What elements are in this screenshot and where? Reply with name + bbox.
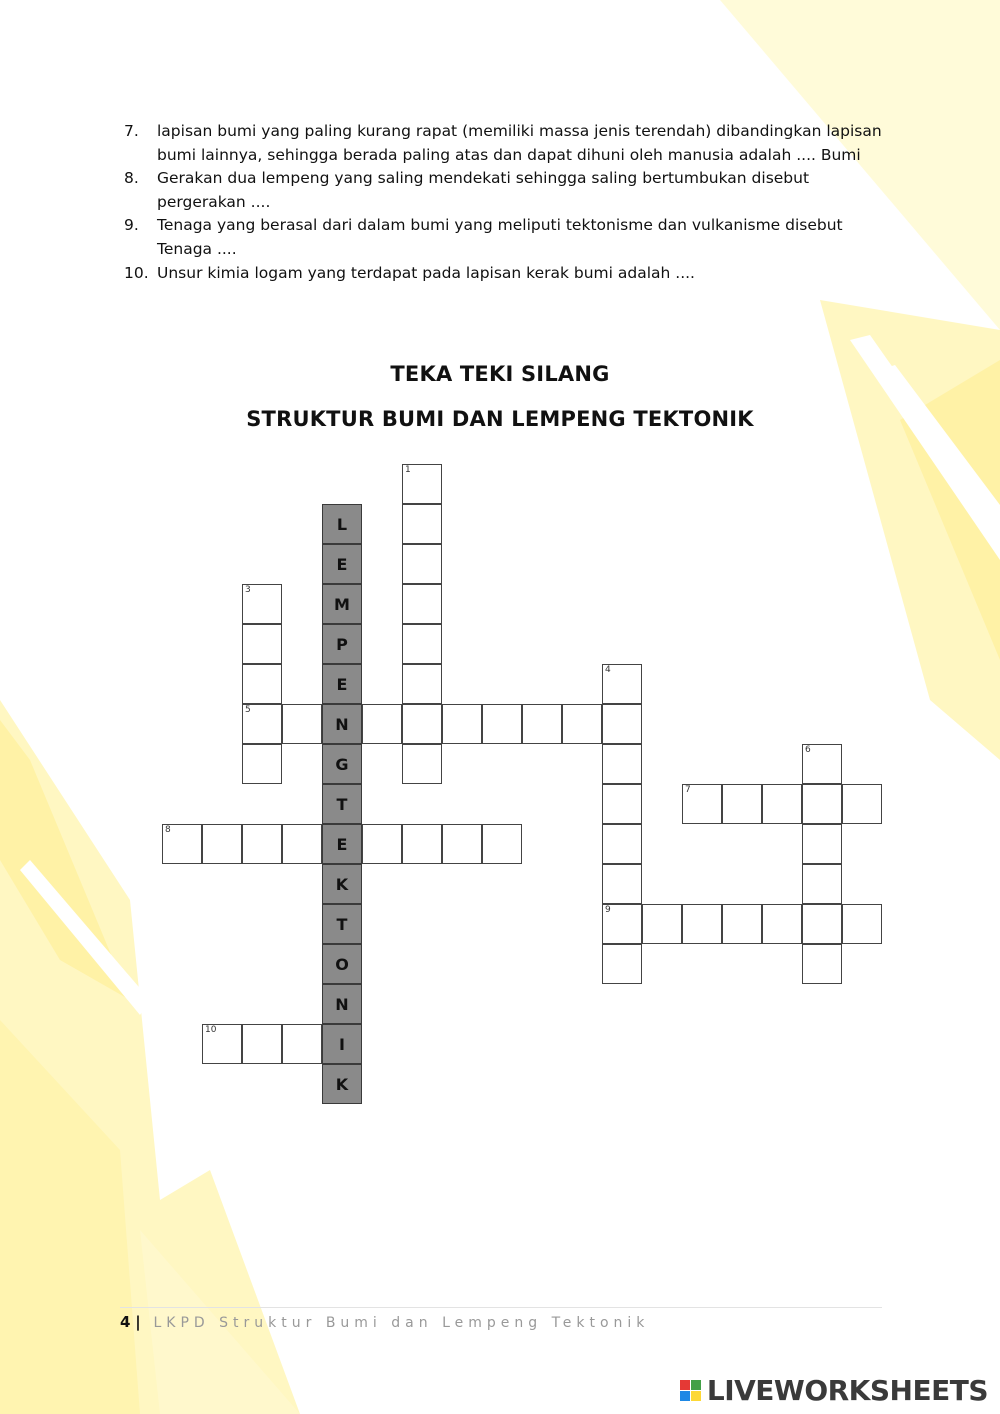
footer-separator: | bbox=[135, 1313, 141, 1331]
crossword-cell[interactable] bbox=[402, 704, 442, 744]
clue-number-label: 8 bbox=[165, 825, 171, 835]
crossword-cell[interactable] bbox=[282, 704, 322, 744]
key-letter: E bbox=[336, 834, 348, 854]
crossword-cell[interactable] bbox=[722, 784, 762, 824]
key-letter: O bbox=[335, 954, 349, 974]
crossword-cell[interactable] bbox=[402, 504, 442, 544]
clue-number: 8. bbox=[124, 169, 139, 188]
crossword-cell[interactable] bbox=[842, 784, 882, 824]
crossword-cell[interactable] bbox=[242, 744, 282, 784]
key-cell bbox=[322, 1024, 362, 1064]
key-cell bbox=[322, 984, 362, 1024]
key-letter: E bbox=[336, 554, 348, 574]
crossword-cell[interactable] bbox=[522, 704, 562, 744]
key-cell bbox=[322, 904, 362, 944]
clue-number-label: 1 bbox=[405, 465, 411, 475]
key-letter: E bbox=[336, 674, 348, 694]
crossword-cell[interactable] bbox=[242, 624, 282, 664]
crossword-cell[interactable] bbox=[762, 784, 802, 824]
key-cell bbox=[322, 784, 362, 824]
crossword-cell[interactable] bbox=[602, 744, 642, 784]
crossword-cell[interactable] bbox=[482, 824, 522, 864]
crossword-cell[interactable] bbox=[362, 704, 402, 744]
crossword-cell[interactable] bbox=[242, 824, 282, 864]
crossword-cell[interactable] bbox=[602, 704, 642, 744]
crossword-cell[interactable] bbox=[562, 704, 602, 744]
clue-number: 9. bbox=[124, 216, 139, 235]
crossword-cell[interactable] bbox=[442, 824, 482, 864]
key-cell bbox=[322, 704, 362, 744]
key-cell bbox=[322, 944, 362, 984]
page-number: 4 bbox=[120, 1313, 131, 1331]
crossword-cell[interactable] bbox=[402, 544, 442, 584]
crossword-cell[interactable] bbox=[802, 904, 842, 944]
key-letter: T bbox=[336, 794, 348, 814]
crossword-cell[interactable] bbox=[202, 824, 242, 864]
crossword-cell[interactable] bbox=[802, 784, 842, 824]
crossword-cell[interactable] bbox=[402, 824, 442, 864]
key-cell bbox=[322, 664, 362, 704]
crossword-cell[interactable] bbox=[642, 904, 682, 944]
key-cell bbox=[322, 624, 362, 664]
clue-number-label: 3 bbox=[245, 585, 251, 595]
key-letter: N bbox=[335, 994, 349, 1014]
crossword-cell[interactable] bbox=[242, 664, 282, 704]
crossword-cell[interactable] bbox=[402, 624, 442, 664]
key-letter: P bbox=[336, 634, 348, 654]
crossword-cell[interactable] bbox=[802, 824, 842, 864]
clue-number-label: 6 bbox=[805, 745, 811, 755]
crossword-cell[interactable] bbox=[602, 664, 642, 704]
key-letter: K bbox=[335, 1074, 349, 1094]
crossword-cell[interactable] bbox=[162, 824, 202, 864]
key-letter: L bbox=[336, 514, 348, 534]
crossword-cell[interactable] bbox=[402, 664, 442, 704]
crossword-cell[interactable] bbox=[482, 704, 522, 744]
crossword-cell[interactable] bbox=[602, 944, 642, 984]
clue-number-label: 9 bbox=[605, 905, 611, 915]
clue-number-label: 7 bbox=[685, 785, 691, 795]
key-letter: T bbox=[336, 914, 348, 934]
clue-number-label: 4 bbox=[605, 665, 611, 675]
crossword-cell[interactable] bbox=[602, 824, 642, 864]
clue-number-label: 5 bbox=[245, 705, 251, 715]
crossword-cell[interactable] bbox=[602, 904, 642, 944]
crossword-cell[interactable] bbox=[802, 944, 842, 984]
key-cell bbox=[322, 544, 362, 584]
crossword-cell[interactable] bbox=[682, 904, 722, 944]
key-cell bbox=[322, 504, 362, 544]
crossword-cell[interactable] bbox=[282, 1024, 322, 1064]
brand-watermark bbox=[680, 1373, 988, 1407]
crossword-cell[interactable] bbox=[282, 824, 322, 864]
clue-text: Gerakan dua lempeng yang saling mendekati sehingga saling bertumbukan disebut pergerakan .... bbox=[157, 169, 810, 211]
key-letter: N bbox=[335, 714, 349, 734]
clue-number: 7. bbox=[124, 122, 139, 140]
clue-number: 10. bbox=[124, 263, 149, 282]
key-cell bbox=[322, 584, 362, 624]
crossword-cell[interactable] bbox=[682, 784, 722, 824]
clue-text: Tenaga yang berasal dari dalam bumi yang meliputi tektonisme dan vulkanisme disebut Tenaga .... bbox=[157, 216, 843, 258]
brand-name: LIVEWORKSHEETS bbox=[706, 1373, 988, 1407]
crossword-cell[interactable] bbox=[242, 1024, 282, 1064]
key-cell bbox=[322, 744, 362, 784]
page-subtitle: STRUKTUR BUMI DAN LEMPENG TEKTONIK bbox=[246, 407, 754, 431]
footer-divider bbox=[120, 1307, 882, 1308]
page-footer bbox=[120, 1313, 649, 1331]
key-letter: K bbox=[335, 874, 349, 894]
key-cell bbox=[322, 824, 362, 864]
crossword-cell[interactable] bbox=[722, 904, 762, 944]
crossword-cell[interactable] bbox=[442, 704, 482, 744]
page-title: TEKA TEKI SILANG bbox=[390, 362, 610, 386]
key-letter: I bbox=[339, 1034, 345, 1054]
clue-text: Unsur kimia logam yang terdapat pada lapisan kerak bumi adalah .... bbox=[157, 263, 695, 282]
clue-text: lapisan bumi yang paling kurang rapat (memiliki massa jenis terendah) dibandingkan lapisan bumi lainnya, sehingga berada paling atas dan dapat dihuni oleh manusia adalah .... Bumi bbox=[157, 122, 882, 164]
key-cell bbox=[322, 1064, 362, 1104]
crossword-cell[interactable] bbox=[802, 744, 842, 784]
crossword-cell[interactable] bbox=[362, 824, 402, 864]
liveworksheets-logo-icon bbox=[680, 1380, 701, 1401]
crossword-cell[interactable] bbox=[402, 744, 442, 784]
clue-number-label: 10 bbox=[205, 1025, 217, 1035]
crossword-cell[interactable] bbox=[602, 784, 642, 824]
footer-text: LKPD Struktur Bumi dan Lempeng Tektonik bbox=[153, 1315, 650, 1331]
key-letter: G bbox=[335, 754, 349, 774]
crossword-cell[interactable] bbox=[402, 464, 442, 504]
key-letter: M bbox=[334, 594, 350, 614]
crossword-cell[interactable] bbox=[402, 584, 442, 624]
crossword-cell[interactable] bbox=[242, 704, 282, 744]
crossword-cell[interactable] bbox=[842, 904, 882, 944]
crossword-cell[interactable] bbox=[602, 864, 642, 904]
crossword-cell[interactable] bbox=[242, 584, 282, 624]
key-cell bbox=[322, 864, 362, 904]
crossword-cell[interactable] bbox=[762, 904, 802, 944]
crossword-cell[interactable] bbox=[202, 1024, 242, 1064]
crossword-cell[interactable] bbox=[802, 864, 842, 904]
